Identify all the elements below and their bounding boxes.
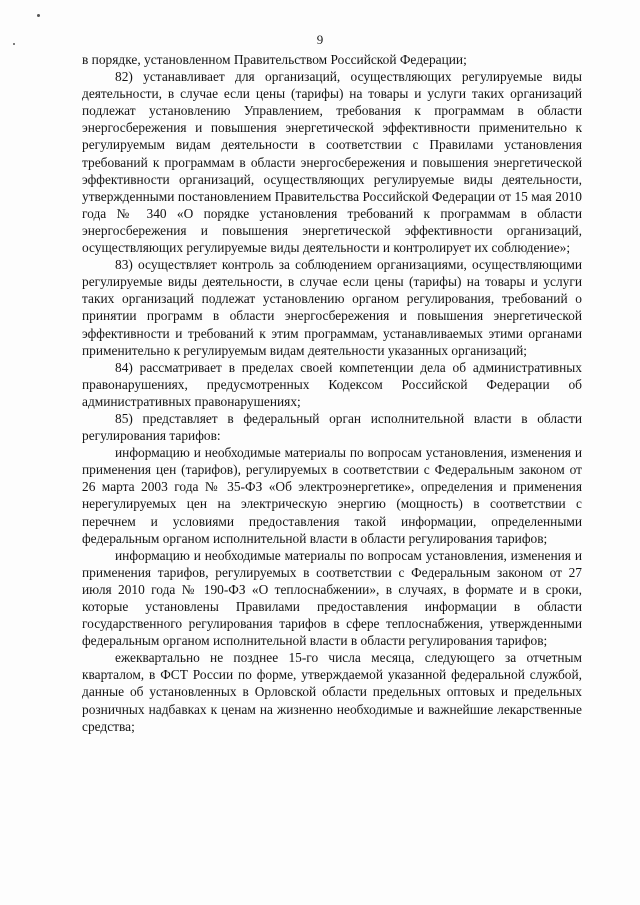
paragraph-subitem-electricity: информацию и необходимые материалы по вопросам установления, изменения и применения цен (тарифов), регулируемых в соответствии с Федеральным законом от 26 марта 2003 года № 35-ФЗ «Об электроэнергетике», определения и применения нерегулируемых цен на электрическую энергию (мощность) в соответствии с перечнем и условиями предоставления такой информации, определенными федеральным органом исполнительной власти в области регулирования тарифов; — [82, 445, 582, 546]
paragraph-item-83: 83) осуществляет контроль за соблюдением организациями, осуществляющими регулируемые виды деятельности, в случае если цены (тарифы) на товары и услуги таких организаций подлежат установлению органом регулирования, требований о принятии программ в области энергосбережения и повышения энергетической эффективности и требований к этим программам, устанавливаемых этими органами применительно к регулируемым видам деятельности указанных организаций; — [82, 257, 582, 358]
paragraph-subitem-medicines: ежеквартально не позднее 15-го числа месяца, следующего за отчетным кварталом, в ФСТ России по форме, утверждаемой указанной федеральной службой, данные об установленных в Орловской области предельных оптовых и предельных розничных надбавках к ценам на жизненно необходимые и важнейшие лекарственные средства; — [82, 650, 582, 734]
paragraph-item-85: 85) представляет в федеральный орган исполнительной власти в области регулирования тарифов: — [82, 410, 582, 444]
paragraph-continuation: в порядке, установленном Правительством Российской Федерации; — [82, 52, 467, 67]
document-body — [82, 51, 582, 735]
page-number: 9 — [316, 32, 324, 47]
scan-speck — [37, 14, 40, 17]
paragraph-subitem-heat-supply: информацию и необходимые материалы по вопросам установления, изменения и применения тарифов, регулируемых в соответствии с Федеральным законом от 27 июля 2010 года № 190-ФЗ «О теплоснабжении», в случаях, в формате и в сроки, которые установлены Правилами предоставления информации в области государственного регулирования тарифов в сфере теплоснабжения, утвержденными федеральным органом исполнительной власти в области регулирования тарифов; — [82, 547, 582, 649]
paragraph-item-82: 82) устанавливает для организаций, осуществляющих регулируемые виды деятельности, в случае если цены (тарифы) на товары и услуги таких организаций подлежат установлению Управлением, требования к программам в области энергосбережения и повышения энергетической эффективности применительно к регулируемым видам деятельности в соответствии с Правилами установления требований к программам в области энергосбережения и повышения энергетической эффективности организаций, осуществляющих регулируемые виды деятельности, утвержденными постановлением Правительства Российской Федерации от 15 мая 2010 года № 340 «О порядке установления требований к программам в области энергосбережения и повышения энергетической эффективности организаций, осуществляющих регулируемые виды деятельности и контролирует их соблюдение»; — [82, 69, 582, 256]
paragraph-item-84: 84) рассматривает в пределах своей компетенции дела об административных правонарушениях, предусмотренных Кодексом Российской Федерации об административных правонарушениях; — [82, 359, 582, 409]
